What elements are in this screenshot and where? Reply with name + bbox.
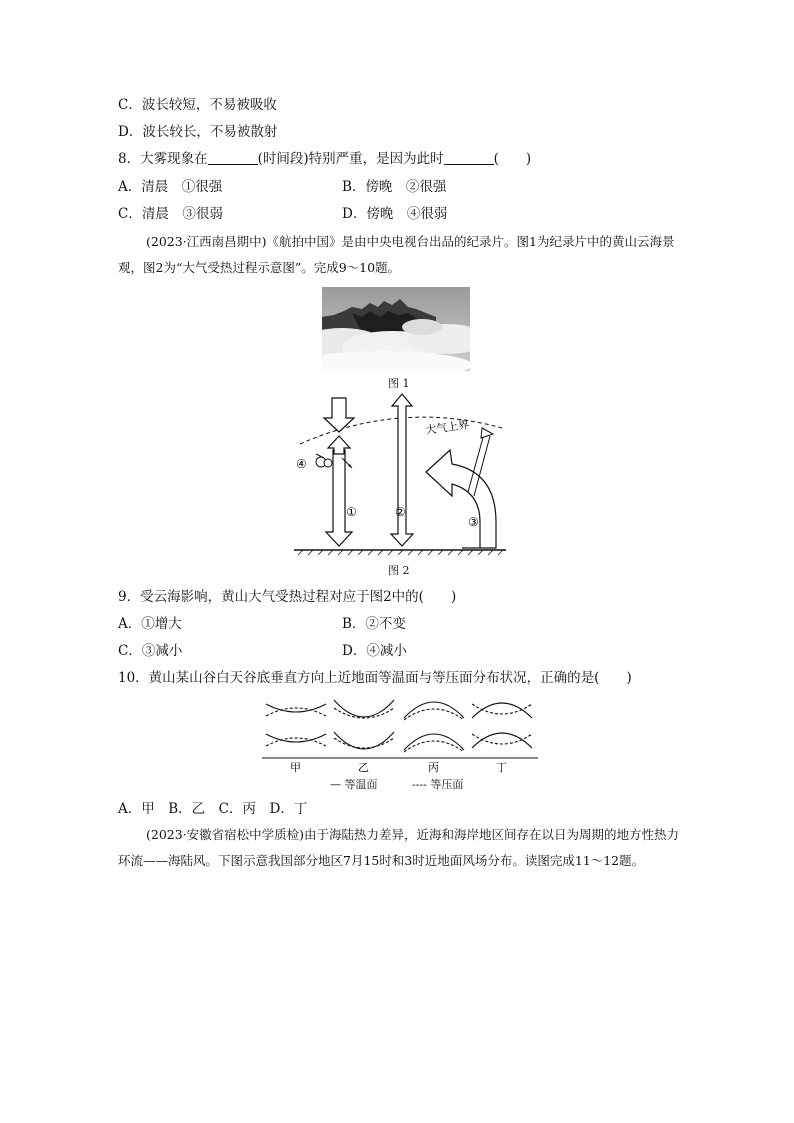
legend-isotherm: — 等温面 [330, 778, 378, 791]
q10-stem: 10．黄山某山谷白天谷底垂直方向上近地面等温面与等压面分布状况，正确的是( ) [118, 670, 632, 686]
q8-stem-b: (时间段)特别严重，是因为此时 [257, 151, 444, 167]
figure-1-caption: 图 1 [388, 377, 410, 390]
intro-passage-2: (2023·安徽省宿松中学质检)由于海陆热力差异，近海和海岸地区间存在以日为周期的地方性热力环流——海陆风。下图示意我国部分地区7月15时和3时近地面风场分布。读图完成11～12题。 [118, 827, 680, 868]
q9-option-a: A．①增大 [118, 616, 182, 632]
arrow-2 [391, 394, 413, 546]
q8-blank-1 [208, 150, 258, 165]
q8-option-d: D．傍晚 ④很弱 [342, 206, 448, 222]
label-yi: 乙 [358, 761, 369, 774]
intro-passage-1: (2023·江西南昌期中)《航拍中国》是由中央电视台出品的纪录片。图1为纪录片中的黄山云海景观，图2为“大气受热过程示意图”。完成9～10题。 [118, 234, 675, 275]
q7-option-c: C．波长较短，不易被吸收 [118, 97, 277, 113]
q8-stem-a: 8．大雾现象在 [118, 151, 208, 167]
q9-stem: 9．受云海影响，黄山大气受热过程对应于图2中的( ) [118, 589, 457, 605]
q10-options: A．甲 B．乙 C．丙 D．丁 [118, 801, 308, 817]
q9-option-b: B．②不变 [342, 616, 406, 632]
label-1: ① [346, 505, 357, 519]
figure-2-caption: 图 2 [388, 564, 410, 577]
arrow-3 [426, 450, 496, 548]
q8-option-b: B．傍晚 ②很强 [342, 179, 447, 195]
q8-stem-c: ( ) [493, 151, 532, 167]
label-3: ③ [468, 515, 479, 529]
atmosphere-top-label: 大气上界 [424, 417, 470, 437]
label-2: ② [395, 505, 406, 519]
label-bing: 丙 [428, 761, 439, 774]
label-jia: 甲 [290, 761, 301, 774]
q8-blank-2 [444, 150, 494, 165]
label-4: ④ [296, 457, 307, 471]
atmospheric-heating-diagram [290, 392, 510, 564]
q8-option-a: A．清晨 ①很强 [118, 179, 223, 195]
legend-isobar: ---- 等压面 [412, 778, 464, 791]
q9-option-d: D．④减小 [342, 643, 407, 659]
q8-stem [118, 150, 531, 168]
q9-option-c: C．③减小 [118, 643, 183, 659]
q8-option-c: C．清晨 ③很弱 [118, 206, 223, 222]
cloud-sea-photo [322, 287, 470, 371]
isosurface-diagrams [262, 694, 540, 774]
q7-option-d: D．波长较长，不易被散射 [118, 124, 278, 140]
label-ding: 丁 [496, 761, 507, 774]
reflection-arrow [328, 436, 350, 454]
